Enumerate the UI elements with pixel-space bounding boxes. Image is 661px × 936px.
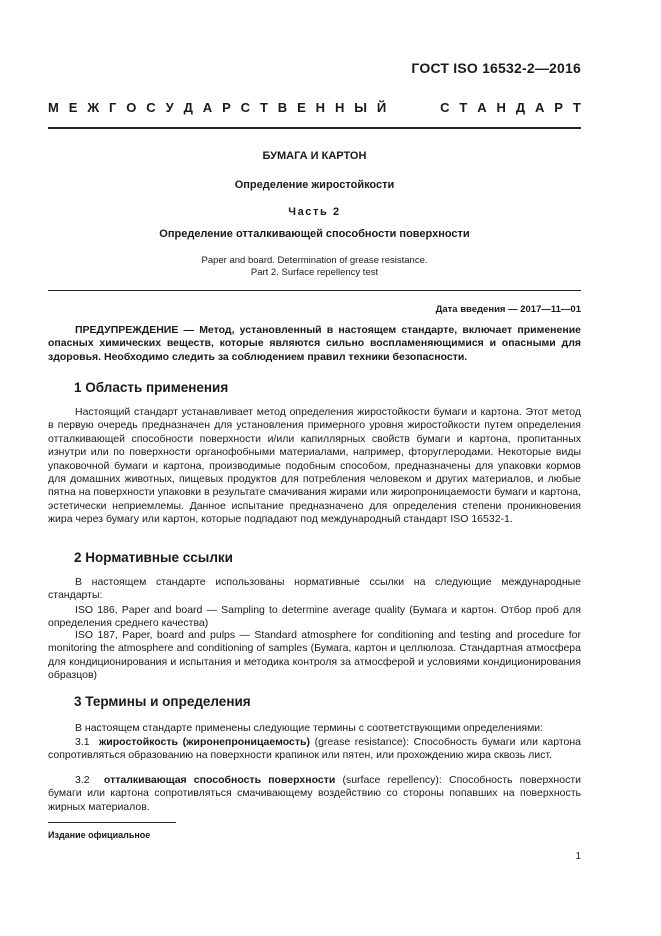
banner-letter: Е — [297, 100, 306, 115]
banner-letter: Н — [334, 100, 345, 115]
banner-letter: С — [440, 100, 450, 115]
part-label: Часть 2 — [288, 206, 341, 218]
middle-divider — [48, 290, 581, 291]
term-name: отталкивающая способность поверхности — [103, 774, 336, 786]
page-number: 1 — [575, 851, 581, 862]
reference-iso-186: ISO 186, Paper and board — Sampling to determine average quality (Бумага и картон. Отбор проб для определения среднего качества) — [48, 604, 581, 630]
scope-paragraph: Настоящий стандарт устанавливает метод определения жиростойкости бумаги и картона. Этот метод в первую очередь предназначен для установления примерного уровня жиростойкости путем определения отталкивающей способности поверхности и/или капиллярных свойств бумаги и картона, пропитанных изнутри или по поверхности органофобными материалами, например, фторуглеродами. Некоторые виды упаковочной бумаги и картона, производимые подобным способом, предназначены для упаковки кормов для домашних животных, пищевых продуктов для потребления человеком и других материалов, и любые пятна на поверхности упаковки в результате смачивания жирами или жиропроницаемости бумаги и картона, эстетически неприемлемы. Данное испытание предназначено для определения степени проникновения жира через бумагу или картон, которые подпадают под международный стандарт ISO 16532-1. — [48, 406, 581, 526]
english-title-line-2: Part 2. Surface repellency test — [250, 267, 379, 278]
banner-letter: С — [240, 100, 251, 115]
term-definition-text: (surface repellency): Способность поверхности бумаги или картона сопротивляться смачивающему воздействию со стороны попавших на поверхность жирных материалов. — [48, 774, 581, 813]
reference-iso-187: ISO 187, Paper, board and pulps — Standard atmosphere for conditioning and testing and procedure for monitoring the atmosphere and conditioning of samples (Бумага, картон и целлюлоза. Стандартная атмосфера для кондиционирования и испытания и методика контроля за атмосферой и условиями кондиционирования образцов) — [48, 629, 581, 682]
banner-letter: М — [48, 100, 59, 115]
part-title: Определение отталкивающей способности поверхности — [159, 228, 470, 240]
banner-letter: В — [277, 100, 288, 115]
banner-letter: У — [165, 100, 174, 115]
introduction-date: Дата введения — 2017—11—01 — [435, 304, 581, 315]
banner-letter: Д — [183, 100, 193, 115]
banner-letter: А — [534, 100, 545, 115]
banner-letter: Р — [222, 100, 231, 115]
banner-letter: Р — [554, 100, 563, 115]
section-heading-references: 2 Нормативные ссылки — [74, 550, 233, 565]
banner-letter: Й — [376, 100, 387, 115]
banner-letter: С — [146, 100, 156, 115]
banner-letter: А — [202, 100, 213, 115]
terms-intro: В настоящем стандарте применены следующие термины с соответствующими определениями: — [75, 722, 544, 734]
english-title-line-1: Paper and board. Determination of grease resistance. — [201, 255, 428, 266]
section-heading-scope: 1 Область применения — [74, 380, 229, 395]
banner-letter: Г — [108, 100, 117, 115]
banner-letter: Т — [259, 100, 268, 115]
document-title: БУМАГА И КАРТОН — [262, 150, 367, 162]
term-definition-text: (grease resistance): Способность бумаги или картона сопротивляться образованию на поверхности крапинок или пятен, или прохождению жира сквозь лист. — [48, 736, 582, 762]
term-number: 3.2 — [75, 774, 90, 786]
top-divider — [48, 127, 581, 129]
banner-letter: А — [477, 100, 487, 115]
banner-letter: Т — [459, 100, 468, 115]
official-edition-label: Издание официальное — [48, 830, 151, 840]
banner-letter: Д — [515, 100, 526, 115]
banner-letter: Ы — [354, 100, 367, 115]
banner-letter: Е — [68, 100, 78, 115]
standard-banner — [48, 100, 581, 115]
term-number: 3.1 — [75, 736, 90, 748]
banner-spacer — [396, 100, 430, 115]
banner-letter: Ж — [87, 100, 100, 115]
term-definition-3-2 — [48, 774, 581, 814]
banner-letter: Н — [315, 100, 326, 115]
warning-paragraph: ПРЕДУПРЕЖДЕНИЕ — Метод, установленный в настоящем стандарте, включает применение опасных химических веществ, которые являются сильно воспламеняющимися и опасными для здоровья. Необходимо следить за соблюдением правил техники безопасности. — [48, 324, 581, 363]
document-subtitle: Определение жиростойкости — [234, 179, 395, 191]
section-heading-terms: 3 Термины и определения — [74, 694, 251, 709]
banner-letter: Т — [572, 100, 581, 115]
banner-letter: Н — [496, 100, 506, 115]
banner-letter: О — [126, 100, 137, 115]
references-intro: В настоящем стандарте использованы нормативные ссылки на следующие международные стандарты: — [48, 576, 581, 602]
document-code: ГОСТ ISO 16532-2—2016 — [411, 60, 581, 76]
footer-divider — [48, 822, 176, 823]
term-definition-3-1 — [48, 736, 581, 763]
term-name: жиростойкость (жиронепроницаемость) — [98, 736, 310, 748]
